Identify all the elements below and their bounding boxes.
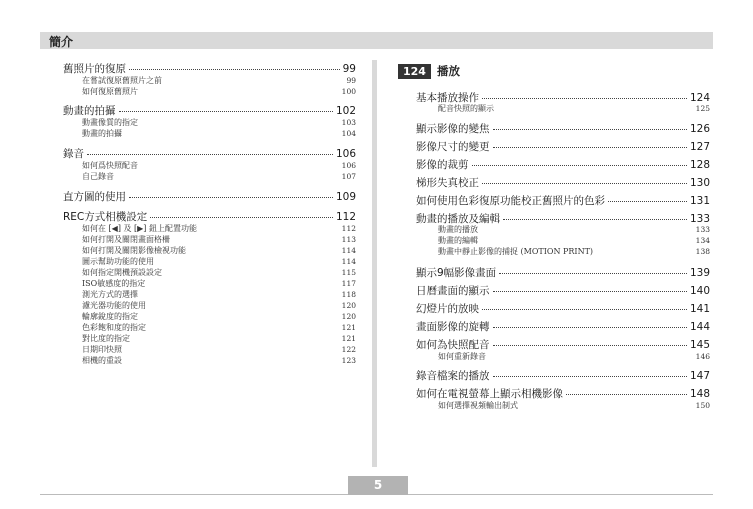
chapter-heading[interactable] [398, 63, 460, 79]
header-title: 簡介 [49, 35, 74, 49]
toc-section[interactable]: 日曆畫面的顯示 140 [416, 285, 710, 297]
toc-subentry[interactable]: 對比度的指定 121 [82, 334, 356, 343]
page-number-badge: 5 [348, 476, 408, 495]
toc-subentry[interactable]: 圖示幫助功能的使用 114 [82, 257, 356, 266]
toc-subentry[interactable]: ISO敏感度的指定 117 [82, 279, 356, 288]
toc-section[interactable]: 如何在電視螢幕上顯示相機影像 148 [416, 388, 710, 400]
header-bar [40, 32, 713, 49]
toc-section[interactable]: 畫面影像的旋轉 144 [416, 321, 710, 333]
toc-section[interactable]: 顯示9幅影像畫面 139 [416, 267, 710, 279]
toc-section[interactable]: 影像的裁剪 128 [416, 159, 710, 171]
toc-section[interactable]: 動畫的播放及編輯 133 [416, 213, 710, 225]
toc-section[interactable]: 基本播放操作 124 [416, 92, 710, 104]
toc-section[interactable]: 直方圖的使用 109 [63, 191, 356, 203]
toc-subentry[interactable]: 動畫的編輯 134 [438, 236, 710, 245]
toc-subentry[interactable]: 日期印快照 122 [82, 345, 356, 354]
toc-subentry[interactable]: 如何在 [◀] 及 [▶] 鈕上配置功能 112 [82, 224, 356, 233]
toc-section[interactable]: 幻燈片的放映 141 [416, 303, 710, 315]
toc-subentry[interactable]: 如何打開及關閉畫面格柵 113 [82, 235, 356, 244]
toc-subentry[interactable]: 如何打開及關閉影像檢視功能 114 [82, 246, 356, 255]
column-divider [372, 60, 377, 467]
toc-section[interactable]: 動畫的拍攝 102 [63, 105, 356, 117]
toc-subentry[interactable]: 自己錄音 107 [82, 172, 356, 181]
toc-subentry[interactable]: 在嘗試復原舊照片之前 99 [82, 76, 356, 85]
toc-section[interactable]: 梯形失真校正 130 [416, 177, 710, 189]
toc-subentry[interactable]: 如何指定開機預設設定 115 [82, 268, 356, 277]
toc-subentry[interactable]: 動畫的播放 133 [438, 225, 710, 234]
toc-subentry[interactable]: 測光方式的選擇 118 [82, 290, 356, 299]
toc-subentry[interactable]: 如何爲快照配音 106 [82, 161, 356, 170]
toc-subentry[interactable]: 濾光器功能的使用 120 [82, 301, 356, 310]
toc-section[interactable]: 顯示影像的變焦 126 [416, 123, 710, 135]
toc-subentry[interactable]: 輪廓銳度的指定 120 [82, 312, 356, 321]
toc-section[interactable]: REC方式相機設定 112 [63, 211, 356, 223]
toc-subentry[interactable]: 如何重新錄音 146 [438, 352, 710, 361]
toc-section[interactable]: 錄音 106 [63, 148, 356, 160]
toc-subentry[interactable]: 動畫中靜止影像的捕捉 (MOTION PRINT) 138 [438, 247, 710, 256]
toc-section[interactable]: 舊照片的復原 99 [63, 63, 356, 75]
toc-section[interactable]: 影像尺寸的變更 127 [416, 141, 710, 153]
toc-subentry[interactable]: 如何選擇視頻輸出制式 150 [438, 401, 710, 410]
toc-subentry[interactable]: 配音快照的顯示 125 [438, 104, 710, 113]
toc-subentry[interactable]: 相機的重設 123 [82, 356, 356, 365]
toc-section[interactable]: 錄音檔案的播放 147 [416, 370, 710, 382]
toc-subentry[interactable]: 色彩飽和度的指定 121 [82, 323, 356, 332]
toc-section[interactable]: 如何使用色彩復原功能校正舊照片的色彩 131 [416, 195, 710, 207]
toc-subentry[interactable]: 如何復原舊照片 100 [82, 87, 356, 96]
toc-section[interactable]: 如何為快照配音 145 [416, 339, 710, 351]
toc-subentry[interactable]: 動畫的拍攝 104 [82, 129, 356, 138]
chapter-number-badge: 124 [398, 64, 431, 79]
toc-subentry[interactable]: 動畫像質的指定 103 [82, 118, 356, 127]
chapter-title: 播放 [436, 64, 460, 78]
